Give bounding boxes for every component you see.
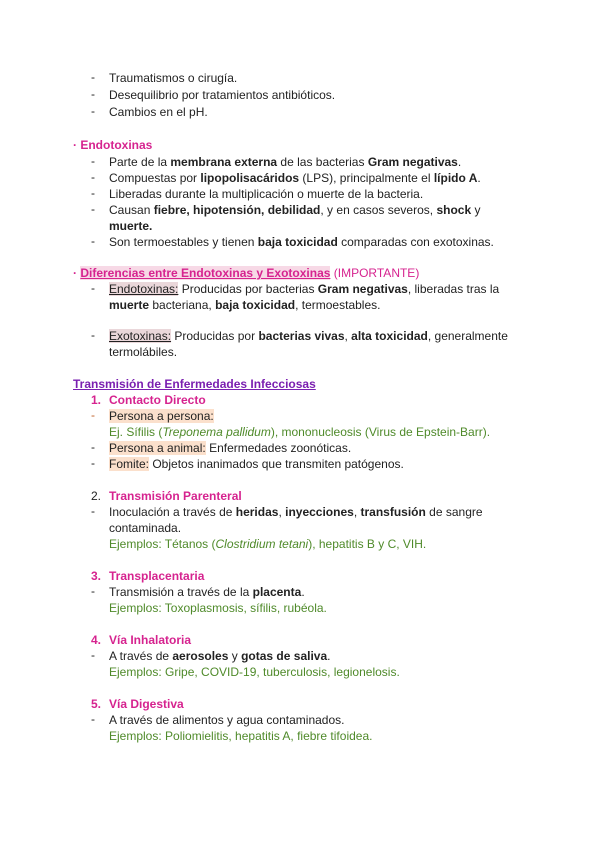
list-item-continuation: muerte.	[109, 219, 153, 233]
list-item: Cambios en el pH.	[109, 105, 208, 119]
list-item-continuation: contaminada.	[109, 521, 182, 535]
list-dash: -	[91, 712, 95, 726]
list-item	[109, 170, 481, 186]
bold-text: heridas	[235, 505, 279, 519]
text: Producidas por bacterias	[178, 282, 318, 296]
subsection-number: 1.	[91, 393, 102, 407]
heading-text: Diferencias entre Endotoxinas y Exotoxinas	[80, 266, 331, 280]
list-dash: -	[91, 87, 95, 101]
text: Causan	[109, 203, 154, 217]
list-item-continuation	[109, 297, 380, 313]
text: , generalmente	[427, 329, 508, 343]
text: (LPS), principalmente el	[299, 171, 434, 185]
heading-text: Endotoxinas	[80, 138, 153, 152]
bold-text: baja toxicidad	[257, 235, 338, 249]
subsection-title: Vía Digestiva	[109, 697, 184, 711]
bold-text: aerosoles	[172, 649, 229, 663]
list-item	[109, 440, 351, 456]
text: Transmisión a través de la	[109, 585, 253, 599]
list-item	[109, 328, 508, 344]
example-text: Ejemplos: Gripe, COVID-19, tuberculosis, legionelosis.	[109, 665, 400, 679]
bold-text: baja toxicidad	[215, 298, 296, 312]
list-dash: -	[91, 440, 95, 454]
example-text: Ejemplos: Toxoplasmosis, sífilis, rubéola.	[109, 601, 327, 615]
text: Parte de la	[109, 155, 171, 169]
list-dash: -	[91, 648, 95, 662]
section-heading-transmision: Transmisión de Enfermedades Infecciosas	[73, 377, 316, 391]
text: comparadas con exotoxinas.	[337, 235, 494, 249]
bold-text: alta toxicidad	[351, 329, 428, 343]
text: ), mononucleosis (Virus de Epstein-Barr).	[270, 425, 491, 439]
text: Compuestas por	[109, 171, 201, 185]
list-item	[109, 408, 214, 424]
text: .	[327, 649, 331, 663]
bold-text: Gram negativas	[367, 155, 458, 169]
text: A través de	[109, 649, 173, 663]
subsection-title: Contacto Directo	[109, 393, 206, 407]
text: de sangre	[425, 505, 483, 519]
text: y	[471, 203, 481, 217]
italic-text: Clostridium tetani	[215, 537, 309, 551]
section-heading-endotoxinas	[73, 137, 152, 153]
list-item: Liberadas durante la multiplicación o muerte de la bacteria.	[109, 187, 424, 201]
list-dash: -	[91, 104, 95, 118]
highlighted-text: Persona a animal:	[109, 441, 206, 455]
list-item	[109, 648, 330, 664]
example-text	[109, 424, 490, 440]
text: ,	[278, 505, 286, 519]
text: ), hepatitis B y C, VIH.	[308, 537, 427, 551]
example-text: Ejemplos: Poliomielitis, hepatitis A, fiebre tifoidea.	[109, 729, 373, 743]
text: ,	[344, 329, 352, 343]
importance-tag: (IMPORTANTE)	[330, 266, 420, 280]
bold-text: bacterias vivas	[258, 329, 345, 343]
list-dash: -	[91, 186, 95, 200]
list-dash: -	[91, 504, 95, 518]
bold-text: membrana externa	[170, 155, 278, 169]
section-heading-diferencias	[73, 265, 419, 281]
text: .	[477, 171, 481, 185]
list-item	[109, 584, 305, 600]
bold-text: gotas de saliva	[241, 649, 328, 663]
subsection-title: Transplacentaria	[109, 569, 205, 583]
italic-text: Treponema pallidum	[162, 425, 271, 439]
list-dash: -	[91, 70, 95, 84]
list-dash: -	[91, 154, 95, 168]
list-item	[109, 202, 480, 218]
bold-text: lipopolisacáridos	[200, 171, 300, 185]
text: .	[301, 585, 305, 599]
list-item	[109, 154, 461, 170]
highlighted-text: Fomite:	[109, 457, 150, 471]
bullet: ·	[73, 266, 77, 280]
text: .	[457, 155, 462, 169]
list-dash: -	[91, 408, 95, 422]
list-item	[109, 504, 483, 520]
text: bacteriana,	[149, 298, 216, 312]
text: , y en casos severos,	[320, 203, 437, 217]
text: , liberadas tras la	[407, 282, 500, 296]
list-dash: -	[91, 328, 95, 342]
list-dash: -	[91, 234, 95, 248]
subsection-number: 2.	[91, 489, 102, 503]
bold-text: placenta	[252, 585, 302, 599]
list-dash: -	[91, 584, 95, 598]
bold-text: inyecciones	[285, 505, 354, 519]
text: , termoestables.	[295, 298, 381, 312]
text: Producidas por	[171, 329, 259, 343]
text: y	[228, 649, 242, 663]
example-text	[109, 536, 426, 552]
list-item	[109, 456, 404, 472]
text: Enfermedades zoonóticas.	[205, 441, 352, 455]
term-label: Endotoxinas:	[109, 282, 179, 296]
bold-text: transfusión	[360, 505, 426, 519]
list-item-continuation: termolábiles.	[109, 345, 178, 359]
list-item: A través de alimentos y agua contaminados.	[109, 713, 345, 727]
bold-text: fiebre, hipotensión, debilidad	[153, 203, 321, 217]
subsection-number: 4.	[91, 633, 102, 647]
text: ,	[353, 505, 361, 519]
list-dash: -	[91, 170, 95, 184]
list-item: Desequilibrio por tratamientos antibióticos.	[109, 88, 336, 102]
subsection-number: 5.	[91, 697, 102, 711]
bold-text: shock	[436, 203, 472, 217]
subsection-number: 3.	[91, 569, 102, 583]
list-item	[109, 234, 494, 250]
list-item: Traumatismos o cirugía.	[109, 71, 238, 85]
text: Inoculación a través de	[109, 505, 236, 519]
bold-text: muerte	[109, 298, 150, 312]
term-label: Exotoxinas:	[109, 329, 172, 343]
list-dash: -	[91, 456, 95, 470]
bullet: ·	[73, 138, 77, 152]
text: Ej. Sífilis (	[109, 425, 163, 439]
bold-text: Gram negativas	[317, 282, 408, 296]
highlighted-text: Persona a persona:	[109, 409, 214, 423]
list-dash: -	[91, 202, 95, 216]
list-item	[109, 281, 499, 297]
text: Objetos inanimados que transmiten patógenos.	[149, 457, 404, 471]
subsection-title: Vía Inhalatoria	[109, 633, 192, 647]
text: Son termoestables y tienen	[109, 235, 258, 249]
list-dash: -	[91, 281, 95, 295]
text: de las bacterias	[277, 155, 368, 169]
bold-text: lípido A	[433, 171, 478, 185]
text: Ejemplos: Tétanos (	[109, 537, 216, 551]
subsection-title: Transmisión Parenteral	[109, 489, 242, 503]
